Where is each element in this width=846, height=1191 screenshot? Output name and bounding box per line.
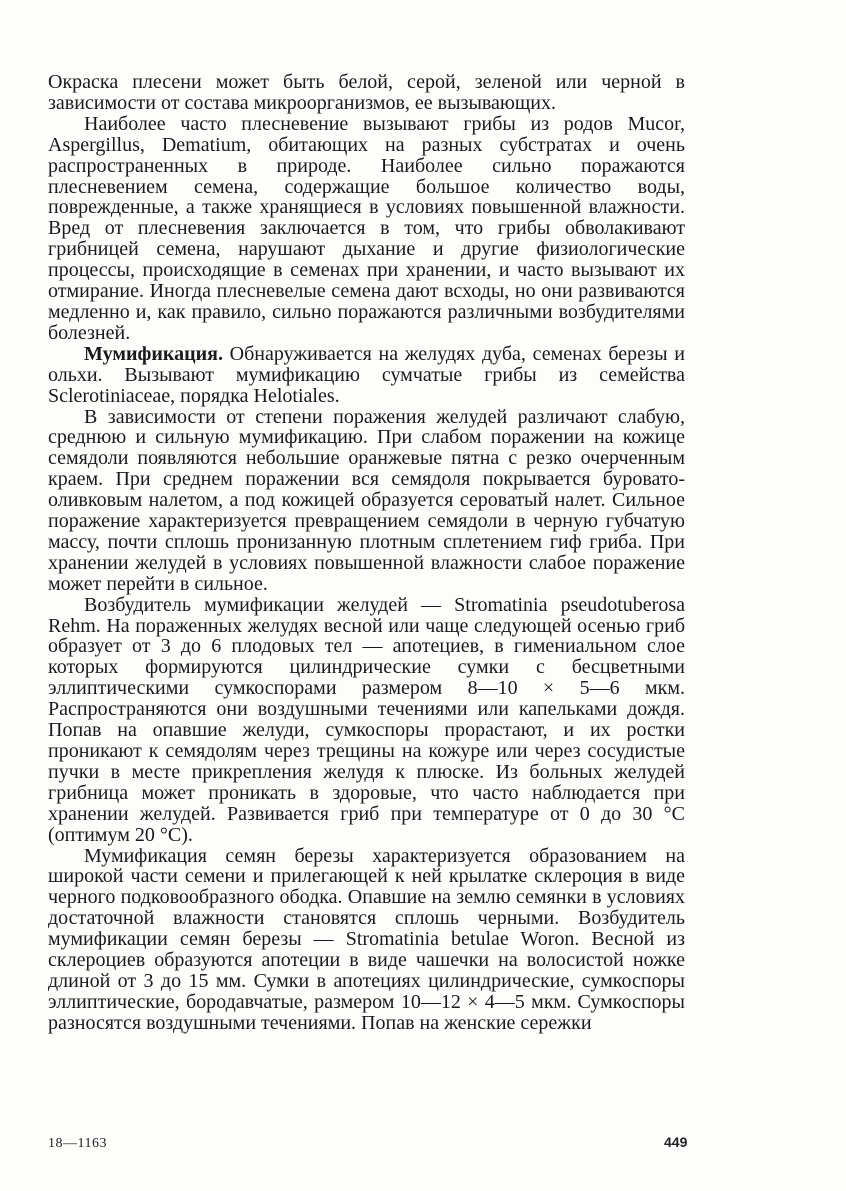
paragraph-acorn-damage-degrees xyxy=(48,407,685,595)
section-term: Мумификация. xyxy=(84,342,223,365)
paragraph-text: Наиболее часто плесневение вызывают грибы из родов Mucor, Aspergillus, Dematium, обитающих на разных субстратах и очень распространенных в природе. Наиболее сильно поражаются плесневением семена, содержащие большое количество воды, поврежденные, а также хранящиеся в условиях повышенной влажности. Вред от плесневения заключается в том, что грибы обволакивают грибницей семена, нарушают дыхание и другие физиологические процессы, происходящие в семенах при хранении, и часто вызывают их отмирание. Иногда плесневелые семена дают всходы, но они развиваются медленно и, как правило, сильно поражаются различными возбудителями болезней. xyxy=(48,112,685,344)
paragraph-acorn-pathogen xyxy=(48,595,685,846)
paragraph-mold-causes xyxy=(48,114,685,344)
paragraph-birch-seed-mummification xyxy=(48,846,685,1034)
paragraph-text: Окраска плесени может быть белой, серой, зеленой или черной в зависимости от состава микроорганизмов, ее вызывающих. xyxy=(48,71,685,114)
paragraph-text: Мумификация семян березы характеризуется образованием на широкой части семени и прилегающей к ней крылатке склероция в виде черного подковообразного ободка. Опавшие на землю семянки в условиях достаточной влажности становятся сплошь черными. Возбудитель мумификации семян березы — Stromatinia betulae Woron. Весной из склероциев образуются апотеции в виде чашечки на волосистой ножке длиной от 3 до 15 мм. Сумки в апотециях цилиндрические, сумкоспоры эллиптические, бородавчатые, размером 10—12 × 4—5 мкм. Сумкоспоры разносятся воздушными течениями. Попав на женские сережки xyxy=(48,844,685,1034)
printer-signature: 18—1163 xyxy=(48,1136,107,1151)
paragraph-mold-color xyxy=(48,72,685,114)
paragraph-text: В зависимости от степени поражения желудей различают слабую, среднюю и сильную мумификацию. При слабом поражении на кожице семядоли появляются небольшие оранжевые пятна с резко очерченным краем. При среднем поражении вся семядоля покрывается буровато-оливковым налетом, а под кожицей образуется сероватый налет. Сильное поражение характеризуется превращением семядоли в черную губчатую массу, почти сплошь пронизанную плотным сплетением гиф гриба. При хранении желудей в условиях повышенной влажности слабое поражение может перейти в сильное. xyxy=(48,405,685,595)
paragraph-text: Возбудитель мумификации желудей — Stromatinia pseudotuberosa Rehm. На пораженных желудях весной или чаще следующей осенью гриб образует от 3 до 6 плодовых тел — апотециев, в гимениальном слое которых формируются цилиндрические сумки с бесцветными эллиптическими сумкоспорами размером 8—10 × 5—6 мкм. Распространяются они воздушными течениями или капельками дождя. Попав на опавшие желуди, сумкоспоры прорастают, и их ростки проникают к семядолям через трещины на кожуре или через сосудистые пучки в месте прикрепления желудя к плюске. Из больных желудей грибница может проникать в здоровые, что часто наблюдается при хранении желудей. Развивается гриб при температуре от 0 до 30 °С (оптимум 20 °С). xyxy=(48,593,685,846)
body-text xyxy=(48,72,685,1034)
paragraph-text: Обнаруживается на желудях дуба, семенах березы и ольхи. Вызывают мумификацию сумчатые грибы из семейства Sclerotiniaceae, порядка Helotiales. xyxy=(48,342,685,407)
paragraph-mummification-heading xyxy=(48,344,685,407)
page-number: 449 xyxy=(664,1134,688,1150)
